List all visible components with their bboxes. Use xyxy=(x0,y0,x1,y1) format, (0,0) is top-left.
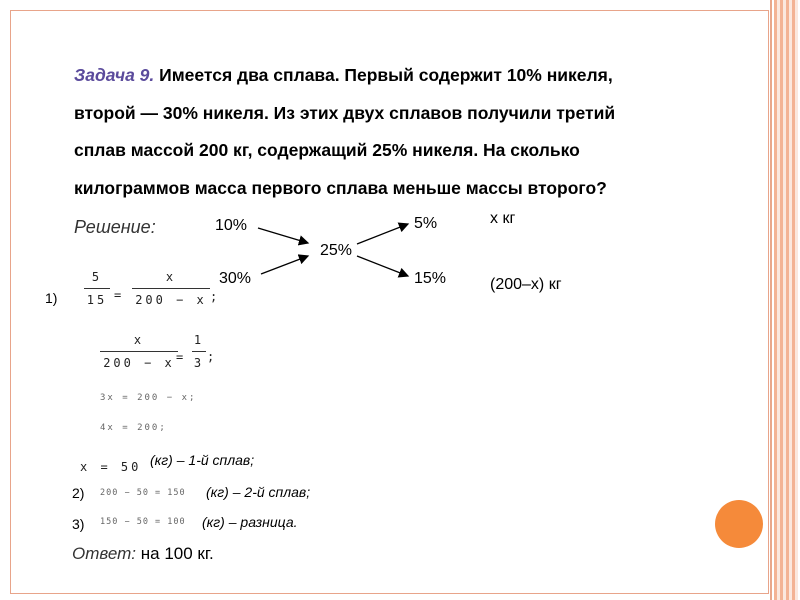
fraction-numerator: 5 xyxy=(91,270,103,284)
fraction-denominator: 200 − x xyxy=(135,293,207,307)
task-line: второй — 30% никеля. Из этих двух сплавов получили третий xyxy=(74,102,616,123)
step2-expression: 200 − 50 = 150 xyxy=(100,488,186,498)
diagram-left-top: 10% xyxy=(215,217,248,234)
solution-label: Решение: xyxy=(74,217,156,237)
equals-sign: = xyxy=(176,350,184,364)
answer-label: Ответ: xyxy=(72,544,137,563)
answer-value: на 100 кг. xyxy=(140,544,214,563)
diagram-center: 25% xyxy=(320,242,353,259)
step2-text: (кг) – 2-й сплав; xyxy=(206,484,311,500)
fraction-5-15 xyxy=(84,270,110,307)
equation-line: 3x = 200 − x; xyxy=(100,393,197,403)
diagram-right-bottom: 15% xyxy=(414,270,447,287)
result-expression: x = 50 xyxy=(80,460,142,474)
result-text: (кг) – 1-й сплав; xyxy=(150,452,255,468)
diagram-right-top: 5% xyxy=(414,215,438,232)
fraction-numerator: 1 xyxy=(193,333,205,347)
task-line: сплав массой 200 кг, содержащий 25% никеля. На сколько xyxy=(74,140,580,160)
arrow-30-to-25 xyxy=(261,256,308,274)
task-label: Задача 9. xyxy=(74,65,155,85)
mass-first: х кг xyxy=(490,210,516,227)
step3-expression: 150 − 50 = 100 xyxy=(100,517,186,527)
arrow-25-to-5 xyxy=(357,224,408,244)
fraction-numerator: x xyxy=(133,333,145,347)
task-line: Имеется два сплава. Первый содержит 10% никеля, xyxy=(159,65,613,85)
fraction-denominator: 15 xyxy=(86,293,108,307)
task-line: килограммов масса первого сплава меньше массы второго? xyxy=(74,177,607,198)
mass-second: (200–х) кг xyxy=(490,276,562,293)
step3-text: (кг) – разница. xyxy=(202,514,298,530)
semicolon: ; xyxy=(210,290,218,304)
fraction-1-3 xyxy=(192,333,206,370)
equals-sign: = xyxy=(114,288,122,302)
answer xyxy=(72,544,214,564)
semicolon: ; xyxy=(207,350,215,364)
equation-line: 4x = 200; xyxy=(100,423,167,433)
fraction-denominator: 3 xyxy=(193,356,205,370)
arrow-10-to-25 xyxy=(258,228,308,243)
fraction-denominator: 200 − x xyxy=(103,356,175,370)
diagram-left-bottom: 30% xyxy=(219,270,252,287)
fraction-numerator: x xyxy=(165,270,177,284)
step2-number: 2) xyxy=(72,485,85,501)
fraction-x-200-minus-x xyxy=(100,333,178,370)
step1-number: 1) xyxy=(45,290,58,306)
fraction-x-200-minus-x xyxy=(132,270,210,307)
arrow-25-to-15 xyxy=(357,256,408,276)
step3-number: 3) xyxy=(72,516,85,532)
